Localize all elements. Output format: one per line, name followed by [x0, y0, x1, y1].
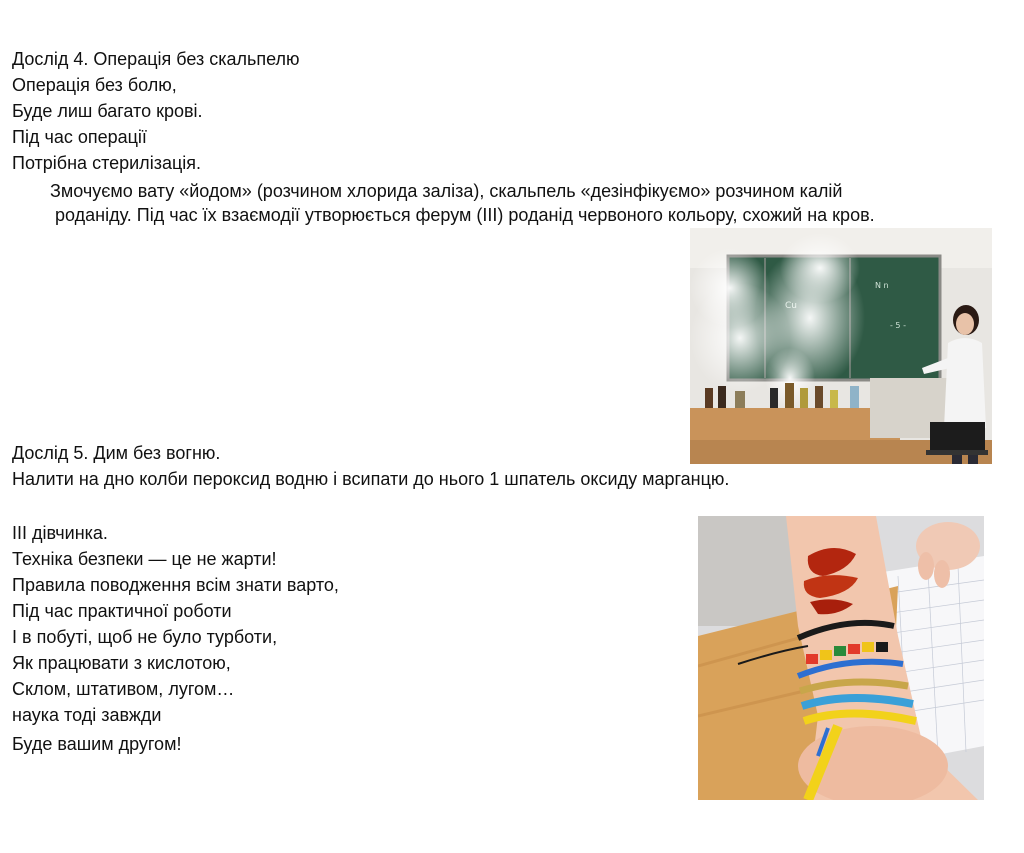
experiment5-instruction: Налити на дно колби пероксид водню і всипати до нього 1 шпатель оксиду марганцю. [12, 469, 730, 489]
poem-line: І в побуті, щоб не було турботи, [12, 627, 278, 647]
experiment4-paragraph-line2: роданіду. Під час їх взаємодії утворюється ферум (ІІІ) роданід червоного кольору, схожий на кров. [55, 205, 875, 225]
poem-line: Склом, штативом, лугом… [12, 679, 235, 699]
poem-line: Як працювати з кислотою, [12, 653, 231, 673]
poem-line: Буде вашим другом! [12, 734, 182, 754]
arm-fake-blood-photo [698, 516, 984, 800]
poem-line: Техніка безпеки — це не жарти! [12, 549, 277, 569]
poem-line: Правила поводження всім знати варто, [12, 575, 339, 595]
experiment5-heading: Дослід 5. Дим без вогню. [12, 443, 221, 463]
experiment4-paragraph-line1: Змочуємо вату «йодом» (розчином хлорида заліза), скальпель «дезінфікуємо» розчином калій [50, 181, 843, 201]
poem-line: Буде лиш багато крові. [12, 101, 203, 121]
poem-line: наука тоді завжди [12, 705, 162, 725]
svg-text:N n: N n [875, 281, 889, 290]
svg-text:- 5 -: - 5 - [890, 321, 906, 330]
experiment4-heading: Дослід 4. Операція без скальпелю [12, 49, 300, 69]
poem-line: Потрібна стерилізація. [12, 153, 202, 173]
poem-line: Під час операції [12, 127, 147, 147]
classroom-smoke-photo [690, 228, 992, 464]
poem-line: Операція без болю, [12, 75, 177, 95]
poem-speaker: ІІІ дівчинка. [12, 523, 108, 543]
poem-line: Під час практичної роботи [12, 601, 232, 621]
